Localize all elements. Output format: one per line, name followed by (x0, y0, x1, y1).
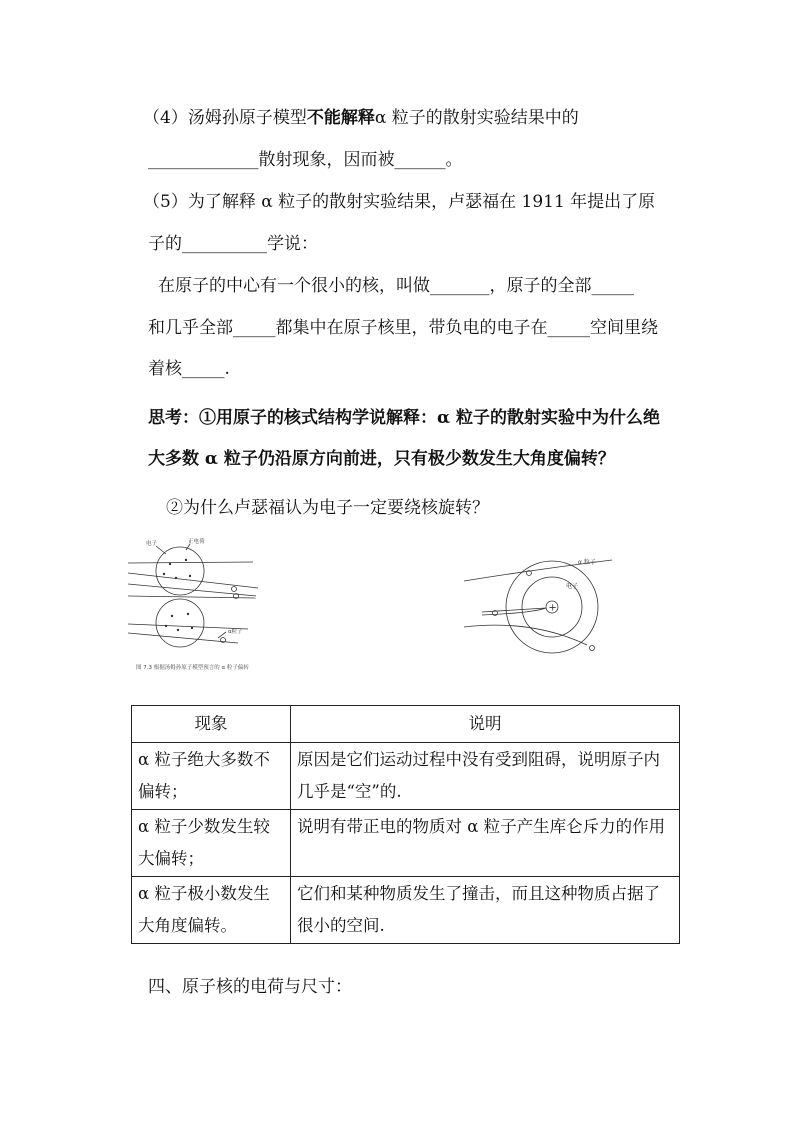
table-header-row (132, 706, 680, 743)
explanation-cell: 原因是它们运动过程中没有受到阻碍，说明原子内几乎是“空”的. (291, 743, 680, 810)
q4-text-b: α 粒子的散射实验结果中的 (374, 108, 579, 128)
table-row (132, 877, 680, 944)
section4-title: 四、原子核的电荷与尺寸： (148, 977, 352, 997)
q5-line5: 着核_____. (148, 359, 230, 379)
q4-blank: _____________ (148, 150, 259, 170)
q4-text-a: （4）汤姆孙原子模型 (143, 108, 307, 128)
label-line-alpha (218, 632, 226, 638)
phenomenon-cell: α 粒子极小数发生大角度偏转。 (132, 877, 291, 944)
thomson-atom-top (156, 547, 204, 595)
alpha-path-4 (128, 596, 256, 598)
thomson-label-alpha: α粒子 (228, 629, 243, 635)
label-line-electron (156, 546, 166, 554)
rutherford-label-electron: 电子 (566, 583, 579, 590)
rutherford-model-figure (462, 555, 622, 665)
q5-line4: 和几乎全部_____都集中在原子核里，带负电的电子在_____空间里绕 (148, 318, 658, 338)
header-explanation: 说明 (291, 706, 680, 743)
q4-text-bold: 不能解释 (306, 108, 375, 128)
q5-line2: 子的__________学说： (148, 234, 318, 254)
thomson-atom-bottom (156, 599, 204, 647)
think-line3: ②为什么卢瑟福认为电子一定要绕核旋转？ (166, 498, 489, 518)
alpha-scattering-table (131, 705, 680, 944)
q4-line2 (148, 148, 463, 172)
nucleus-symbol: + (548, 602, 557, 614)
phenomenon-cell: α 粒子绝大多数不偏转； (132, 743, 291, 810)
thomson-label-positive: 正电荷 (188, 539, 205, 545)
table-row (132, 743, 680, 810)
think-line1: 思考：①用原子的核式结构学说解释：α 粒子的散射实验中为什么绝 (148, 408, 660, 428)
thomson-caption: 图 7.3 根据汤姆孙原子模型预言的 α 粒子偏转 (136, 665, 249, 671)
q5-line1: （5）为了解释 α 粒子的散射实验结果，卢瑟福在 1911 年提出了原 (143, 192, 656, 212)
thomson-model-figure (128, 536, 288, 674)
header-phenomenon: 现象 (132, 706, 291, 743)
alpha-large-deflection-path (464, 625, 587, 645)
explanation-cell: 说明有带正电的物质对 α 粒子产生库仑斥力的作用 (291, 810, 680, 877)
explanation-cell: 它们和某种物质发生了撞击，而且这种物质占据了很小的空间. (291, 877, 680, 944)
rutherford-label-alpha: α 粒子 (578, 559, 596, 566)
table-row (132, 810, 680, 877)
q5-line3: 在原子的中心有一个很小的核，叫做_______，原子的全部_____ (158, 276, 634, 296)
alpha-marker-right-3 (590, 646, 595, 651)
thomson-label-electron: 电子 (146, 541, 158, 547)
q4-text-c: 散射现象，因而被______。 (258, 150, 463, 170)
think-line2: 大多数 α 粒子仍沿原方向前进，只有极少数发生大角度偏转？ (148, 449, 615, 469)
q4-line1 (143, 106, 579, 130)
alpha-marker-1 (232, 587, 237, 592)
alpha-backscatter-path (482, 608, 546, 615)
phenomenon-cell: α 粒子少数发生较大偏转； (132, 810, 291, 877)
alpha-path-1 (128, 562, 253, 563)
